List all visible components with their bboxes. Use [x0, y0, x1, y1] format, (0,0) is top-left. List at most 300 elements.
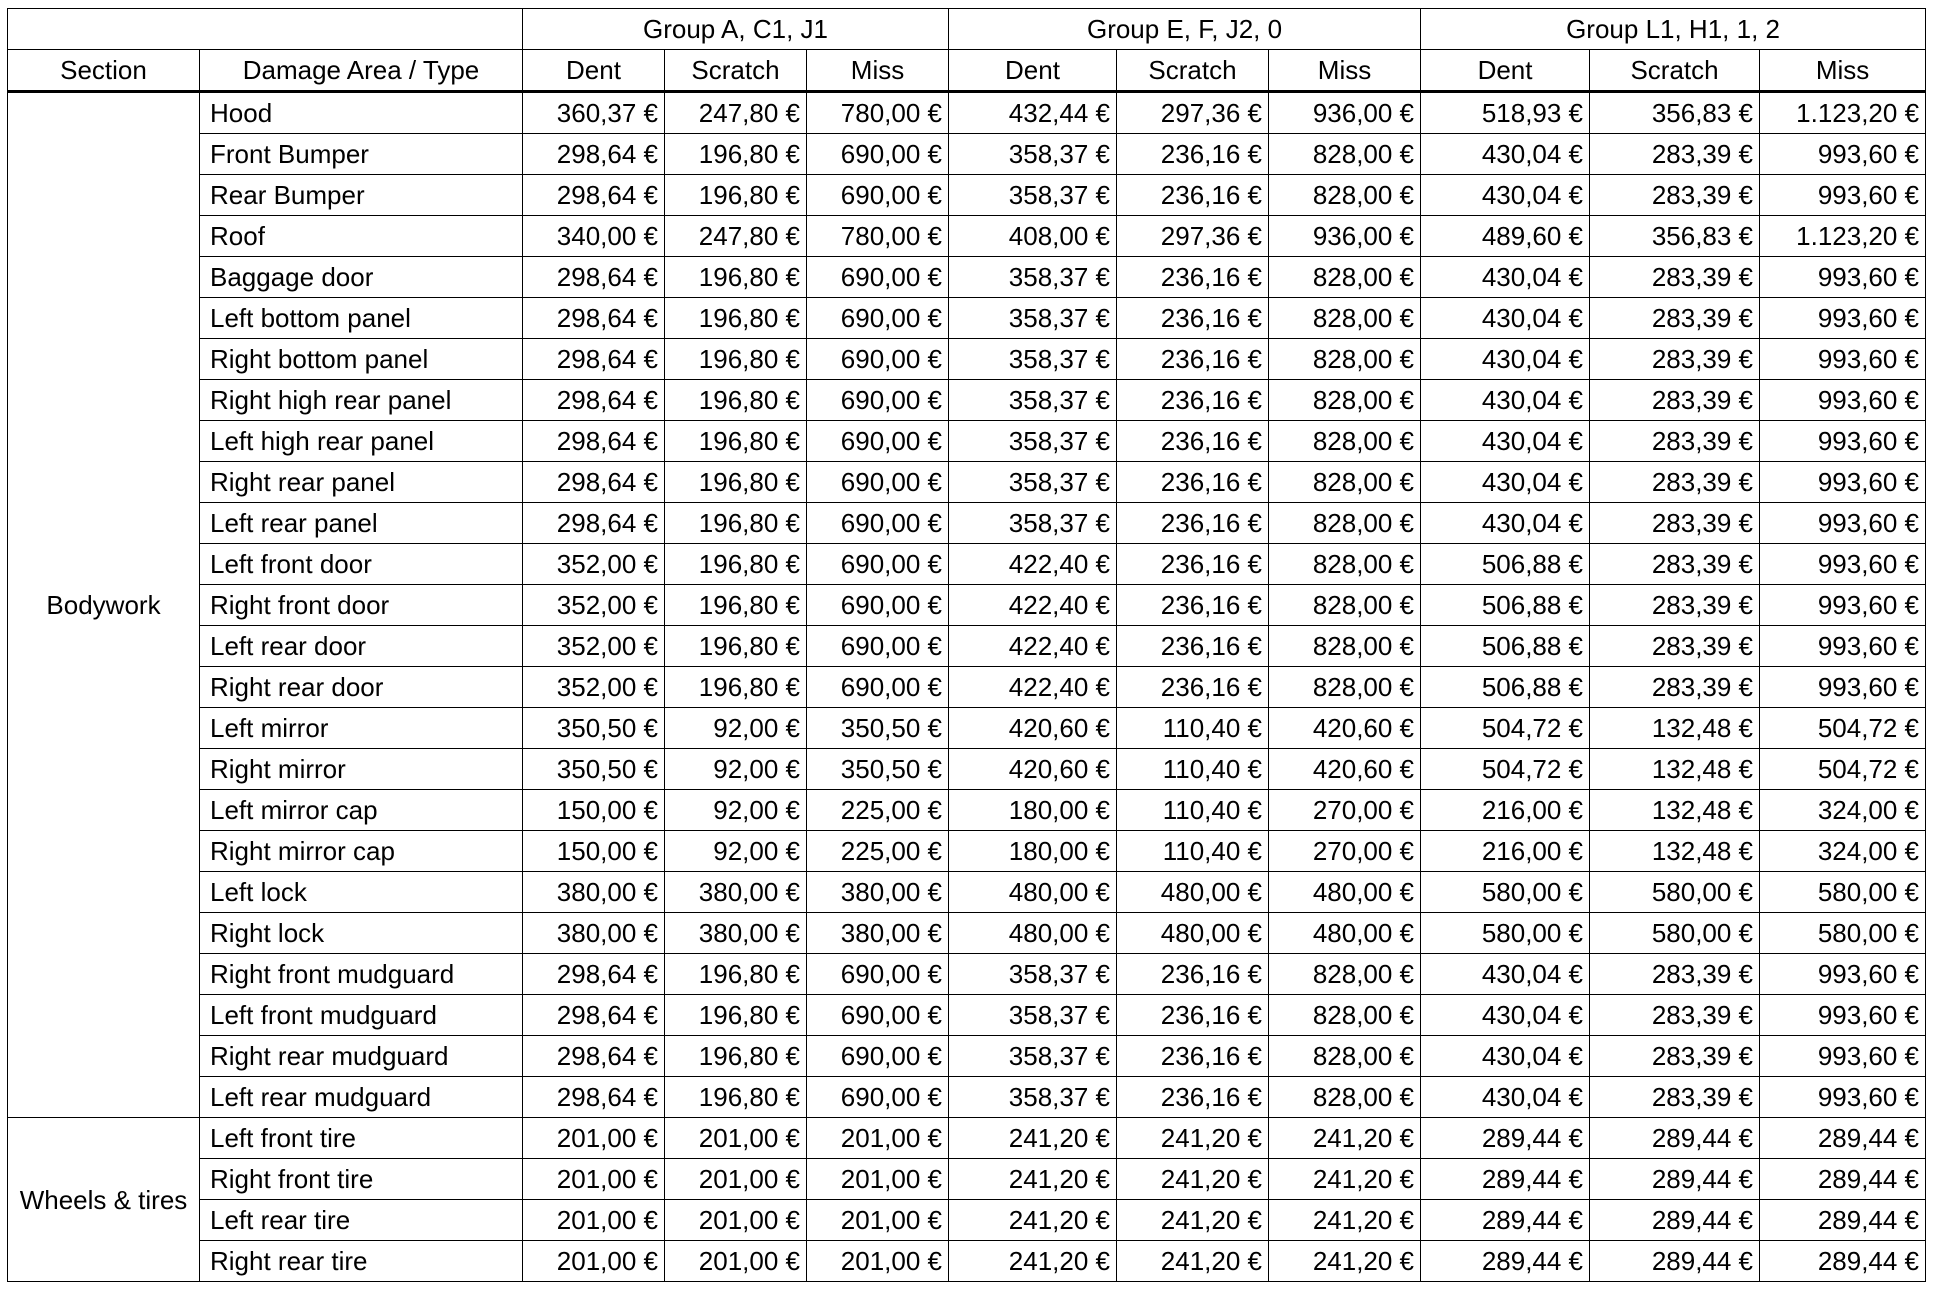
price-cell: 690,00 € — [807, 667, 949, 708]
price-cell: 350,50 € — [523, 708, 665, 749]
price-cell: 422,40 € — [949, 585, 1117, 626]
price-cell: 358,37 € — [949, 995, 1117, 1036]
price-cell: 480,00 € — [1117, 872, 1269, 913]
price-cell: 504,72 € — [1760, 708, 1926, 749]
table-row — [8, 339, 1926, 380]
section-cell: Wheels & tires — [8, 1118, 200, 1282]
price-cell: 580,00 € — [1590, 913, 1760, 954]
price-cell: 380,00 € — [523, 872, 665, 913]
table-row — [8, 585, 1926, 626]
price-cell: 241,20 € — [1117, 1118, 1269, 1159]
price-cell: 504,72 € — [1421, 749, 1590, 790]
dent-column-header: Dent — [523, 50, 665, 92]
price-cell: 690,00 € — [807, 503, 949, 544]
price-cell: 236,16 € — [1117, 995, 1269, 1036]
price-cell: 358,37 € — [949, 954, 1117, 995]
price-cell: 110,40 € — [1117, 790, 1269, 831]
price-cell: 422,40 € — [949, 667, 1117, 708]
price-cell: 132,48 € — [1590, 831, 1760, 872]
price-cell: 283,39 € — [1590, 257, 1760, 298]
column-header-row — [8, 50, 1926, 92]
price-cell: 480,00 € — [1269, 872, 1421, 913]
price-cell: 936,00 € — [1269, 216, 1421, 257]
damage-area-cell: Left rear mudguard — [200, 1077, 523, 1118]
price-cell: 298,64 € — [523, 257, 665, 298]
price-cell: 196,80 € — [665, 667, 807, 708]
price-cell: 201,00 € — [523, 1118, 665, 1159]
damage-area-cell: Right rear tire — [200, 1241, 523, 1282]
price-cell: 993,60 € — [1760, 503, 1926, 544]
price-cell: 201,00 € — [665, 1159, 807, 1200]
price-cell: 216,00 € — [1421, 831, 1590, 872]
damage-area-cell: Right rear panel — [200, 462, 523, 503]
price-table-container — [7, 8, 1925, 1288]
price-cell: 283,39 € — [1590, 585, 1760, 626]
price-cell: 297,36 € — [1117, 216, 1269, 257]
price-cell: 196,80 € — [665, 1036, 807, 1077]
price-cell: 690,00 € — [807, 175, 949, 216]
price-cell: 690,00 € — [807, 954, 949, 995]
price-cell: 324,00 € — [1760, 790, 1926, 831]
price-cell: 506,88 € — [1421, 626, 1590, 667]
price-cell: 780,00 € — [807, 92, 949, 134]
price-cell: 241,20 € — [1269, 1241, 1421, 1282]
price-cell: 289,44 € — [1590, 1241, 1760, 1282]
damage-area-cell: Hood — [200, 92, 523, 134]
table-row — [8, 134, 1926, 175]
price-cell: 430,04 € — [1421, 339, 1590, 380]
price-cell: 298,64 € — [523, 1036, 665, 1077]
price-cell: 480,00 € — [1117, 913, 1269, 954]
price-cell: 489,60 € — [1421, 216, 1590, 257]
price-cell: 358,37 € — [949, 134, 1117, 175]
price-cell: 236,16 € — [1117, 626, 1269, 667]
price-cell: 283,39 € — [1590, 954, 1760, 995]
price-cell: 358,37 € — [949, 380, 1117, 421]
price-cell: 283,39 € — [1590, 462, 1760, 503]
table-row — [8, 790, 1926, 831]
price-cell: 236,16 € — [1117, 954, 1269, 995]
price-cell: 690,00 € — [807, 257, 949, 298]
price-cell: 430,04 € — [1421, 421, 1590, 462]
table-row — [8, 1077, 1926, 1118]
price-cell: 993,60 € — [1760, 298, 1926, 339]
price-cell: 283,39 € — [1590, 134, 1760, 175]
damage-area-cell: Left front tire — [200, 1118, 523, 1159]
price-cell: 297,36 € — [1117, 92, 1269, 134]
table-row — [8, 216, 1926, 257]
price-cell: 993,60 € — [1760, 257, 1926, 298]
table-row — [8, 462, 1926, 503]
price-cell: 350,50 € — [807, 708, 949, 749]
section-cell: Bodywork — [8, 92, 200, 1118]
price-cell: 993,60 € — [1760, 544, 1926, 585]
price-cell: 422,40 € — [949, 626, 1117, 667]
price-cell: 430,04 € — [1421, 257, 1590, 298]
price-cell: 690,00 € — [807, 544, 949, 585]
price-cell: 828,00 € — [1269, 462, 1421, 503]
price-cell: 298,64 € — [523, 1077, 665, 1118]
price-cell: 201,00 € — [807, 1200, 949, 1241]
price-cell: 196,80 € — [665, 544, 807, 585]
price-cell: 352,00 € — [523, 667, 665, 708]
price-cell: 241,20 € — [949, 1200, 1117, 1241]
price-cell: 352,00 € — [523, 544, 665, 585]
price-cell: 110,40 € — [1117, 708, 1269, 749]
price-cell: 993,60 € — [1760, 134, 1926, 175]
price-cell: 201,00 € — [807, 1241, 949, 1282]
damage-area-cell: Right rear mudguard — [200, 1036, 523, 1077]
price-cell: 196,80 € — [665, 1077, 807, 1118]
price-cell: 196,80 € — [665, 339, 807, 380]
price-cell: 690,00 € — [807, 1077, 949, 1118]
price-cell: 358,37 € — [949, 503, 1117, 544]
price-cell: 196,80 € — [665, 954, 807, 995]
price-cell: 289,44 € — [1760, 1118, 1926, 1159]
price-cell: 196,80 € — [665, 421, 807, 462]
price-cell: 132,48 € — [1590, 749, 1760, 790]
price-cell: 241,20 € — [1269, 1200, 1421, 1241]
price-cell: 289,44 € — [1421, 1241, 1590, 1282]
price-cell: 196,80 € — [665, 585, 807, 626]
price-cell: 358,37 € — [949, 175, 1117, 216]
price-cell: 283,39 € — [1590, 339, 1760, 380]
price-cell: 196,80 € — [665, 626, 807, 667]
group-header-3: Group L1, H1, 1, 2 — [1421, 9, 1926, 50]
price-cell: 241,20 € — [949, 1118, 1117, 1159]
price-cell: 580,00 € — [1421, 913, 1590, 954]
price-cell: 828,00 € — [1269, 954, 1421, 995]
damage-area-cell: Rear Bumper — [200, 175, 523, 216]
price-cell: 430,04 € — [1421, 462, 1590, 503]
dent-column-header: Dent — [949, 50, 1117, 92]
price-cell: 936,00 € — [1269, 92, 1421, 134]
table-row — [8, 831, 1926, 872]
damage-area-cell: Left rear tire — [200, 1200, 523, 1241]
price-cell: 241,20 € — [1117, 1159, 1269, 1200]
price-cell: 201,00 € — [665, 1118, 807, 1159]
price-cell: 201,00 € — [523, 1200, 665, 1241]
price-cell: 270,00 € — [1269, 790, 1421, 831]
table-row — [8, 995, 1926, 1036]
price-cell: 690,00 € — [807, 298, 949, 339]
price-cell: 247,80 € — [665, 216, 807, 257]
price-cell: 289,44 € — [1590, 1159, 1760, 1200]
price-cell: 283,39 € — [1590, 626, 1760, 667]
price-cell: 480,00 € — [949, 872, 1117, 913]
price-cell: 420,60 € — [949, 708, 1117, 749]
price-cell: 690,00 € — [807, 995, 949, 1036]
price-cell: 356,83 € — [1590, 216, 1760, 257]
damage-area-cell: Left mirror — [200, 708, 523, 749]
price-cell: 690,00 € — [807, 585, 949, 626]
price-cell: 380,00 € — [523, 913, 665, 954]
price-cell: 132,48 € — [1590, 790, 1760, 831]
price-cell: 430,04 € — [1421, 134, 1590, 175]
price-cell: 993,60 € — [1760, 995, 1926, 1036]
damage-area-cell: Right mirror — [200, 749, 523, 790]
price-cell: 283,39 € — [1590, 1077, 1760, 1118]
price-cell: 690,00 € — [807, 421, 949, 462]
scratch-column-header: Scratch — [1590, 50, 1760, 92]
damage-area-cell: Right rear door — [200, 667, 523, 708]
price-cell: 236,16 € — [1117, 462, 1269, 503]
price-cell: 298,64 € — [523, 134, 665, 175]
table-row — [8, 708, 1926, 749]
price-cell: 216,00 € — [1421, 790, 1590, 831]
price-cell: 236,16 € — [1117, 339, 1269, 380]
price-cell: 196,80 € — [665, 462, 807, 503]
price-cell: 236,16 € — [1117, 1036, 1269, 1077]
price-cell: 993,60 € — [1760, 1036, 1926, 1077]
price-cell: 201,00 € — [665, 1241, 807, 1282]
price-cell: 828,00 € — [1269, 667, 1421, 708]
price-cell: 828,00 € — [1269, 585, 1421, 626]
price-cell: 150,00 € — [523, 790, 665, 831]
price-cell: 236,16 € — [1117, 544, 1269, 585]
price-cell: 298,64 € — [523, 954, 665, 995]
price-cell: 196,80 € — [665, 257, 807, 298]
price-cell: 352,00 € — [523, 626, 665, 667]
price-cell: 358,37 € — [949, 298, 1117, 339]
price-cell: 283,39 € — [1590, 667, 1760, 708]
price-cell: 225,00 € — [807, 790, 949, 831]
scratch-column-header: Scratch — [665, 50, 807, 92]
price-cell: 201,00 € — [807, 1118, 949, 1159]
price-cell: 780,00 € — [807, 216, 949, 257]
section-column-header: Section — [8, 50, 200, 92]
price-cell: 380,00 € — [807, 913, 949, 954]
price-cell: 422,40 € — [949, 544, 1117, 585]
price-cell: 283,39 € — [1590, 544, 1760, 585]
price-cell: 196,80 € — [665, 298, 807, 339]
scratch-column-header: Scratch — [1117, 50, 1269, 92]
table-row — [8, 954, 1926, 995]
price-cell: 196,80 € — [665, 175, 807, 216]
price-cell: 298,64 € — [523, 421, 665, 462]
price-cell: 180,00 € — [949, 790, 1117, 831]
table-row — [8, 1118, 1926, 1159]
price-cell: 92,00 € — [665, 708, 807, 749]
price-cell: 236,16 € — [1117, 503, 1269, 544]
price-cell: 828,00 € — [1269, 995, 1421, 1036]
miss-column-header: Miss — [1269, 50, 1421, 92]
price-cell: 506,88 € — [1421, 667, 1590, 708]
price-cell: 289,44 € — [1421, 1118, 1590, 1159]
price-cell: 430,04 € — [1421, 298, 1590, 339]
price-cell: 241,20 € — [1117, 1241, 1269, 1282]
price-cell: 236,16 € — [1117, 175, 1269, 216]
table-body — [8, 92, 1926, 1282]
price-cell: 993,60 € — [1760, 1077, 1926, 1118]
price-cell: 380,00 € — [665, 913, 807, 954]
price-cell: 993,60 € — [1760, 380, 1926, 421]
price-cell: 828,00 € — [1269, 339, 1421, 380]
price-cell: 236,16 € — [1117, 585, 1269, 626]
price-cell: 283,39 € — [1590, 1036, 1760, 1077]
price-cell: 298,64 € — [523, 462, 665, 503]
table-row — [8, 913, 1926, 954]
price-cell: 828,00 € — [1269, 1077, 1421, 1118]
price-cell: 236,16 € — [1117, 667, 1269, 708]
price-cell: 132,48 € — [1590, 708, 1760, 749]
price-cell: 298,64 € — [523, 380, 665, 421]
price-cell: 283,39 € — [1590, 421, 1760, 462]
miss-column-header: Miss — [1760, 50, 1926, 92]
table-row — [8, 1200, 1926, 1241]
price-cell: 180,00 € — [949, 831, 1117, 872]
price-cell: 289,44 € — [1760, 1159, 1926, 1200]
price-cell: 236,16 € — [1117, 1077, 1269, 1118]
price-cell: 298,64 € — [523, 995, 665, 1036]
price-cell: 196,80 € — [665, 134, 807, 175]
price-cell: 506,88 € — [1421, 585, 1590, 626]
price-cell: 358,37 € — [949, 257, 1117, 298]
price-cell: 993,60 € — [1760, 462, 1926, 503]
price-cell: 289,44 € — [1760, 1200, 1926, 1241]
price-cell: 690,00 € — [807, 1036, 949, 1077]
miss-column-header: Miss — [807, 50, 949, 92]
price-cell: 110,40 € — [1117, 831, 1269, 872]
price-cell: 430,04 € — [1421, 1036, 1590, 1077]
price-cell: 358,37 € — [949, 1036, 1117, 1077]
price-cell: 236,16 € — [1117, 298, 1269, 339]
price-cell: 241,20 € — [1269, 1159, 1421, 1200]
price-cell: 432,44 € — [949, 92, 1117, 134]
price-cell: 201,00 € — [665, 1200, 807, 1241]
price-cell: 828,00 € — [1269, 380, 1421, 421]
damage-area-cell: Right front tire — [200, 1159, 523, 1200]
table-row — [8, 749, 1926, 790]
price-cell: 690,00 € — [807, 339, 949, 380]
price-cell: 289,44 € — [1590, 1200, 1760, 1241]
price-cell: 828,00 € — [1269, 626, 1421, 667]
damage-area-cell: Left lock — [200, 872, 523, 913]
price-cell: 298,64 € — [523, 503, 665, 544]
price-cell: 196,80 € — [665, 995, 807, 1036]
table-row — [8, 872, 1926, 913]
price-cell: 201,00 € — [523, 1159, 665, 1200]
price-cell: 236,16 € — [1117, 257, 1269, 298]
price-cell: 150,00 € — [523, 831, 665, 872]
price-cell: 690,00 € — [807, 134, 949, 175]
price-cell: 504,72 € — [1421, 708, 1590, 749]
price-cell: 283,39 € — [1590, 175, 1760, 216]
price-cell: 360,37 € — [523, 92, 665, 134]
price-cell: 580,00 € — [1760, 913, 1926, 954]
price-cell: 289,44 € — [1760, 1241, 1926, 1282]
damage-area-cell: Right front mudguard — [200, 954, 523, 995]
price-cell: 201,00 € — [523, 1241, 665, 1282]
price-cell: 340,00 € — [523, 216, 665, 257]
price-cell: 504,72 € — [1760, 749, 1926, 790]
table-row — [8, 1036, 1926, 1077]
price-cell: 993,60 € — [1760, 667, 1926, 708]
price-cell: 225,00 € — [807, 831, 949, 872]
damage-area-cell: Left rear panel — [200, 503, 523, 544]
damage-area-cell: Right bottom panel — [200, 339, 523, 380]
price-cell: 580,00 € — [1590, 872, 1760, 913]
damage-area-cell: Left mirror cap — [200, 790, 523, 831]
price-cell: 480,00 € — [1269, 913, 1421, 954]
damage-area-cell: Left high rear panel — [200, 421, 523, 462]
price-cell: 828,00 € — [1269, 134, 1421, 175]
table-row — [8, 1159, 1926, 1200]
damage-area-cell: Right high rear panel — [200, 380, 523, 421]
price-cell: 430,04 € — [1421, 175, 1590, 216]
price-cell: 298,64 € — [523, 175, 665, 216]
price-cell: 993,60 € — [1760, 954, 1926, 995]
price-cell: 298,64 € — [523, 298, 665, 339]
price-cell: 350,50 € — [807, 749, 949, 790]
price-cell: 828,00 € — [1269, 175, 1421, 216]
price-cell: 828,00 € — [1269, 1036, 1421, 1077]
price-cell: 380,00 € — [807, 872, 949, 913]
table-row — [8, 380, 1926, 421]
table-row — [8, 92, 1926, 134]
price-cell: 92,00 € — [665, 831, 807, 872]
dent-column-header: Dent — [1421, 50, 1590, 92]
price-cell: 420,60 € — [1269, 708, 1421, 749]
damage-area-cell: Roof — [200, 216, 523, 257]
table-row — [8, 1241, 1926, 1282]
price-cell: 110,40 € — [1117, 749, 1269, 790]
price-cell: 506,88 € — [1421, 544, 1590, 585]
price-cell: 518,93 € — [1421, 92, 1590, 134]
area-column-header: Damage Area / Type — [200, 50, 523, 92]
damage-area-cell: Right lock — [200, 913, 523, 954]
price-cell: 289,44 € — [1421, 1159, 1590, 1200]
header-blank-cell — [8, 9, 523, 50]
price-cell: 1.123,20 € — [1760, 216, 1926, 257]
damage-area-cell: Baggage door — [200, 257, 523, 298]
price-cell: 480,00 € — [949, 913, 1117, 954]
damage-area-cell: Right front door — [200, 585, 523, 626]
group-header-2: Group E, F, J2, 0 — [949, 9, 1421, 50]
price-cell: 430,04 € — [1421, 380, 1590, 421]
price-cell: 324,00 € — [1760, 831, 1926, 872]
table-row — [8, 544, 1926, 585]
price-cell: 358,37 € — [949, 339, 1117, 380]
damage-area-cell: Left rear door — [200, 626, 523, 667]
price-cell: 828,00 € — [1269, 298, 1421, 339]
price-cell: 358,37 € — [949, 1077, 1117, 1118]
damage-area-cell: Left front door — [200, 544, 523, 585]
table-row — [8, 175, 1926, 216]
price-cell: 356,83 € — [1590, 92, 1760, 134]
price-cell: 196,80 € — [665, 380, 807, 421]
price-cell: 430,04 € — [1421, 1077, 1590, 1118]
price-cell: 828,00 € — [1269, 257, 1421, 298]
price-cell: 430,04 € — [1421, 995, 1590, 1036]
table-row — [8, 298, 1926, 339]
damage-area-cell: Front Bumper — [200, 134, 523, 175]
price-cell: 241,20 € — [1117, 1200, 1269, 1241]
price-cell: 247,80 € — [665, 92, 807, 134]
price-cell: 380,00 € — [665, 872, 807, 913]
price-cell: 241,20 € — [1269, 1118, 1421, 1159]
price-cell: 420,60 € — [949, 749, 1117, 790]
price-cell: 993,60 € — [1760, 585, 1926, 626]
price-cell: 690,00 € — [807, 380, 949, 421]
price-cell: 283,39 € — [1590, 995, 1760, 1036]
price-cell: 580,00 € — [1421, 872, 1590, 913]
price-cell: 283,39 € — [1590, 380, 1760, 421]
price-cell: 993,60 € — [1760, 421, 1926, 462]
price-cell: 430,04 € — [1421, 503, 1590, 544]
price-cell: 92,00 € — [665, 790, 807, 831]
price-cell: 420,60 € — [1269, 749, 1421, 790]
